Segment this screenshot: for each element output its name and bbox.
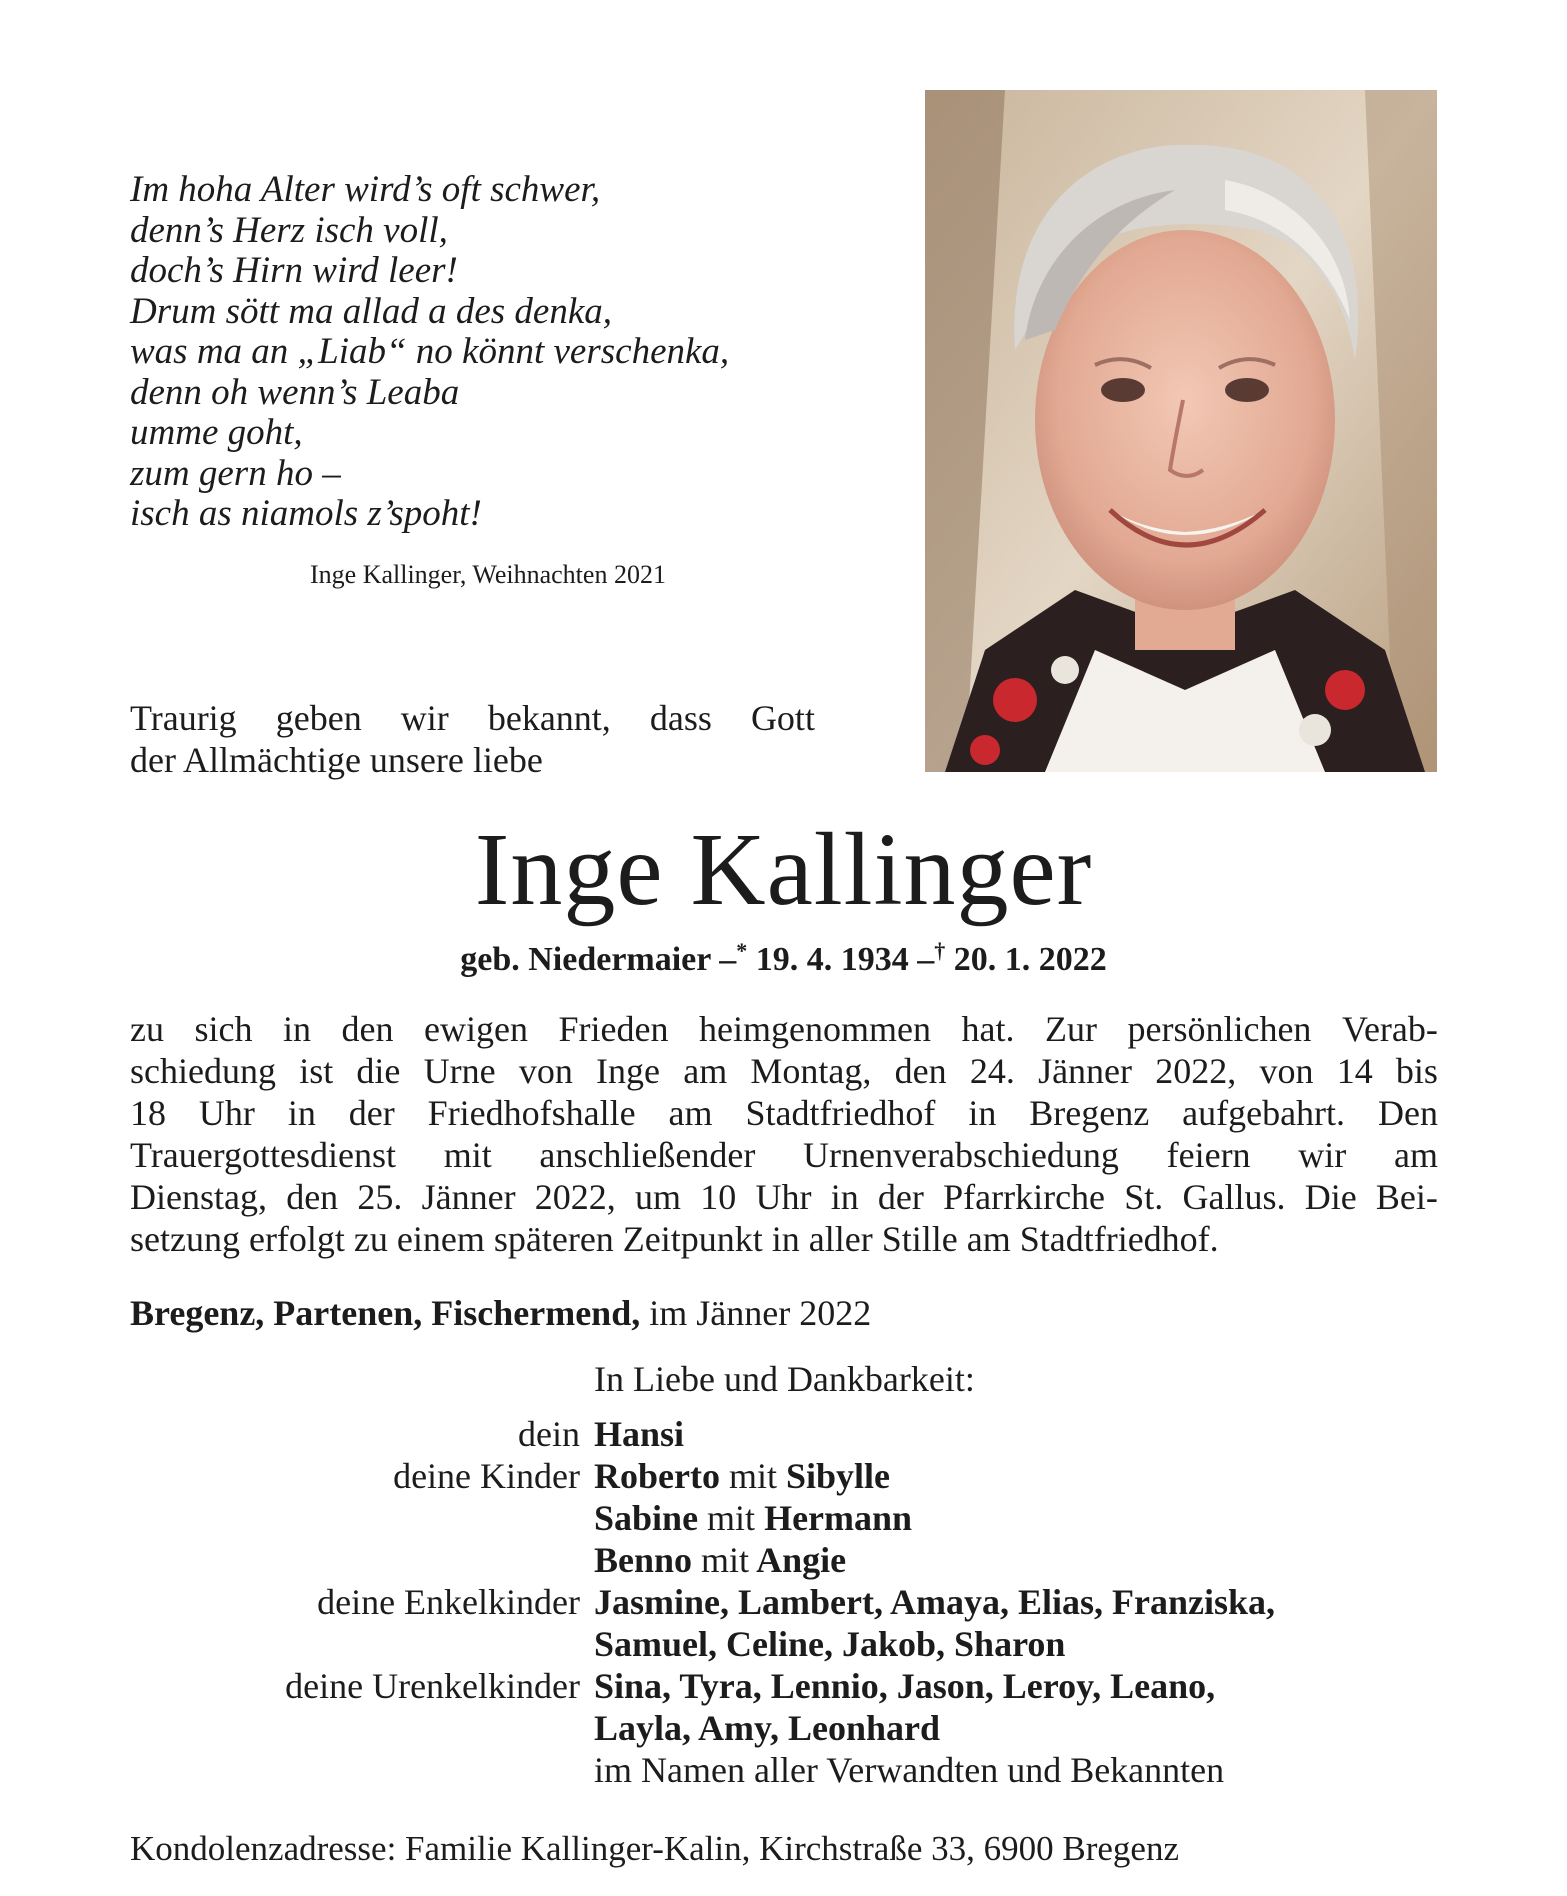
body-word: Stadtfriedhof (745, 1093, 936, 1133)
body-word: 2022, (534, 1177, 616, 1217)
dash-2: – (917, 941, 935, 978)
life-dates (0, 938, 1567, 979)
announcement-word: wir (400, 698, 449, 738)
condolence-address: Kondolenzadresse: Familie Kallinger-Kalin, Kirchstraße 33, 6900 Bregenz (130, 1829, 1179, 1868)
death-date: 20. 1. 2022 (953, 941, 1107, 978)
partner-name: Angie (756, 1540, 847, 1580)
poem-credit: Inge Kallinger, Weihnachten 2021 (310, 560, 666, 589)
relatives-note: im Namen aller Verwandten und Bekannten (594, 1750, 1225, 1790)
poem-line: isch as niamols z’spoht! (130, 493, 482, 534)
relation-label: deine Kinder (393, 1456, 580, 1496)
greatgrandchildren-names: Sina, Tyra, Lennio, Jason, Leroy, Leano, (594, 1666, 1216, 1706)
body-word: von (518, 1051, 573, 1091)
birth-date: 19. 4. 1934 (755, 941, 909, 978)
child-entry (594, 1539, 846, 1581)
body-word: 25. (357, 1177, 403, 1217)
body-word: den (286, 1177, 339, 1217)
family-row (130, 1413, 1450, 1455)
grandchildren-names: Samuel, Celine, Jakob, Sharon (594, 1624, 1066, 1664)
announcement-word: geben (275, 698, 362, 738)
poem-line: denn oh wenn’s Leaba (130, 371, 460, 413)
poem-line: zum gern ho – (130, 452, 341, 494)
birth-symbol: * (736, 938, 748, 963)
body-word: Bregenz (1029, 1093, 1150, 1133)
child-name: Roberto (594, 1456, 720, 1496)
announcement-word: Traurig (130, 698, 237, 738)
body-word: persönlichen (1127, 1009, 1312, 1049)
announcement-line-2: der Allmächtige unsere liebe (130, 740, 543, 780)
body-word: Dienstag, (130, 1177, 267, 1217)
family-row (130, 1707, 1450, 1749)
child-entry (594, 1455, 890, 1497)
body-word: St. (1124, 1177, 1164, 1217)
family-row (130, 1497, 1450, 1539)
family-row (130, 1581, 1450, 1623)
body-word: 18 (130, 1093, 166, 1133)
body-word: feiern (1166, 1135, 1251, 1175)
body-word: mit (443, 1135, 492, 1175)
body-word: Pfarrkirche (943, 1177, 1106, 1217)
body-text (130, 1008, 1438, 1260)
announcement-word: bekannt, (487, 698, 611, 738)
body-word: wir (1298, 1135, 1347, 1175)
body-word: Jänner (1038, 1051, 1133, 1091)
poem-line: Drum sött ma allad a des denka, (130, 290, 612, 332)
partner-name: Hermann (764, 1498, 913, 1538)
family-row (130, 1539, 1450, 1581)
body-word: Trauergottesdienst (130, 1135, 396, 1175)
body-word: Zur (1044, 1009, 1097, 1049)
body-word: Friedhofshalle (427, 1093, 636, 1133)
body-word: Bei- (1375, 1177, 1438, 1217)
family-row (130, 1665, 1450, 1707)
body-word: ist (299, 1051, 334, 1091)
thanks-heading: In Liebe und Dankbarkeit: (594, 1359, 975, 1399)
greatgrandchildren-names: Layla, Amy, Leonhard (594, 1708, 941, 1748)
body-line (130, 1134, 1438, 1176)
portrait-photo (925, 90, 1437, 772)
partner-name: Sibylle (785, 1456, 891, 1496)
body-word: Urne (423, 1051, 496, 1091)
body-word: zu (130, 1009, 164, 1049)
body-line (130, 1176, 1438, 1218)
body-word: Gallus. (1182, 1177, 1286, 1217)
portrait-illustration (925, 90, 1437, 772)
body-word: den (341, 1009, 394, 1049)
body-word: sich (194, 1009, 253, 1049)
body-word: 10 (700, 1177, 737, 1217)
body-word: in (830, 1177, 859, 1217)
family-row (130, 1749, 1450, 1791)
family-row (130, 1455, 1450, 1497)
poem-line: umme goht, (130, 412, 303, 453)
child-entry (594, 1497, 912, 1539)
body-word: 14 (1336, 1051, 1373, 1091)
mit-word: mit (707, 1498, 756, 1538)
announcement-word: dass (649, 698, 712, 738)
places-date: im Jänner 2022 (640, 1293, 872, 1333)
body-line (130, 1008, 1438, 1050)
body-word: Urnenverabschiedung (803, 1135, 1119, 1175)
body-word: in (283, 1009, 312, 1049)
child-name: Benno (594, 1540, 693, 1580)
body-word: am (668, 1093, 713, 1133)
poem-line: Im hoha Alter wird’s oft schwer, (130, 169, 601, 210)
body-word: am (1393, 1135, 1438, 1175)
place-and-date (130, 1292, 871, 1334)
body-word: ewigen (424, 1009, 529, 1049)
announcement-word: Gott (750, 698, 815, 738)
announcement (130, 697, 815, 781)
body-word: Die (1304, 1177, 1357, 1217)
body-word: in (968, 1093, 997, 1133)
body-word: Inge (596, 1051, 660, 1091)
poem-line: denn’s Herz isch voll, (130, 209, 448, 251)
body-line (130, 1092, 1438, 1134)
body-word: der (877, 1177, 924, 1217)
body-word: Uhr (755, 1177, 812, 1217)
body-word: um (635, 1177, 682, 1217)
grandchildren-names: Jasmine, Lambert, Amaya, Elias, Franziska, (594, 1582, 1275, 1622)
deceased-name: Inge Kallinger (474, 812, 1093, 927)
body-word: den (894, 1051, 947, 1091)
body-word: bis (1395, 1051, 1438, 1091)
body-word: am (683, 1051, 728, 1091)
body-word: hat. (961, 1009, 1015, 1049)
mit-word: mit (728, 1456, 777, 1496)
body-word: Jänner (421, 1177, 516, 1217)
birth-name: geb. Niedermaier (460, 941, 711, 978)
body-word: von (1259, 1051, 1314, 1091)
poem-line: doch’s Hirn wird leer! (130, 250, 458, 291)
body-word: setzung erfolgt zu einem späteren Zeitpunkt in aller Stille am Stadtfriedhof. (130, 1219, 1219, 1259)
body-word: Den (1377, 1093, 1438, 1133)
body-word: 2022, (1155, 1051, 1237, 1091)
family-row (130, 1623, 1450, 1665)
body-word: anschließender (539, 1135, 756, 1175)
body-word: schiedung (130, 1051, 276, 1091)
body-word: 24. (969, 1051, 1015, 1091)
body-word: Verab- (1341, 1009, 1438, 1049)
relation-label: deine Urenkelkinder (285, 1666, 580, 1706)
poem-line: was ma an „Liab“ no könnt verschenka, (130, 331, 730, 372)
places-bold: Bregenz, Partenen, Fischermend, (130, 1293, 641, 1333)
body-word: Frieden (558, 1009, 669, 1049)
body-word: Montag, (750, 1051, 872, 1091)
body-line (130, 1218, 1438, 1260)
family-list (130, 1413, 1450, 1791)
body-word: heimgenommen (699, 1009, 931, 1049)
body-word: die (356, 1051, 401, 1091)
body-word: in (287, 1093, 316, 1133)
body-line (130, 1050, 1438, 1092)
poem (130, 170, 830, 535)
announcement-line-1 (130, 697, 815, 739)
mit-word: mit (701, 1540, 750, 1580)
child-name: Sabine (594, 1498, 699, 1538)
relation-label: dein (518, 1414, 580, 1454)
relation-label: deine Enkelkinder (317, 1582, 580, 1622)
body-word: aufgebahrt. (1182, 1093, 1346, 1133)
spouse-name: Hansi (594, 1414, 685, 1454)
dash-1: – (719, 941, 737, 978)
death-symbol: † (934, 938, 946, 963)
body-word: der (348, 1093, 395, 1133)
body-word: Uhr (198, 1093, 255, 1133)
